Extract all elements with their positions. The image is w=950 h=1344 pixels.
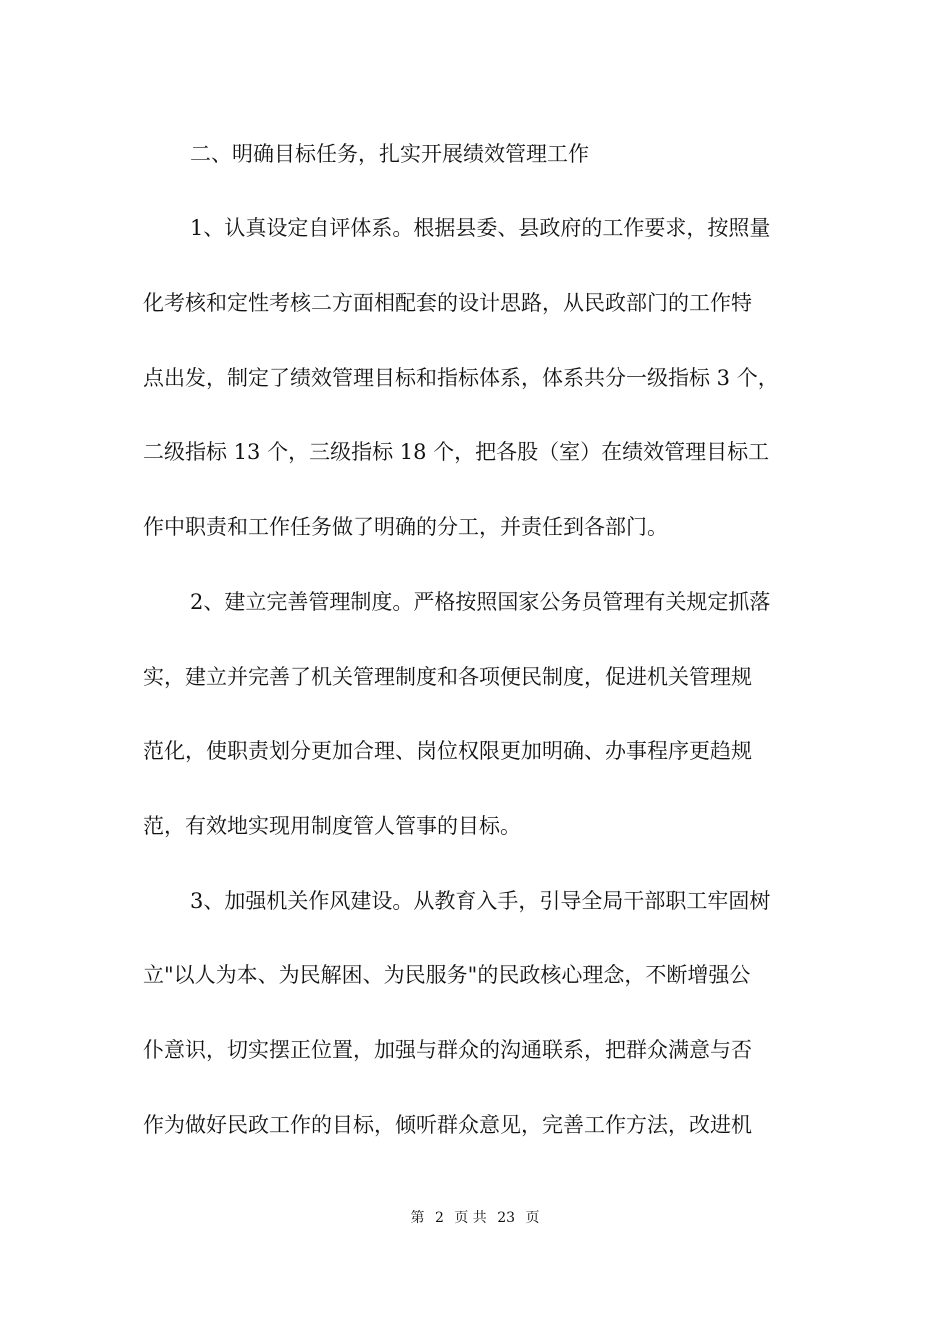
footer-suffix: 页	[525, 1210, 540, 1226]
paragraph-line: 化考核和定性考核二方面相配套的设计思路，从民政部门的工作特	[143, 291, 752, 315]
paragraph-line: 立"以人为本、为民解困、为民服务"的民政核心理念，不断增强公	[143, 963, 751, 987]
paragraph-line: 1、认真设定自评体系。根据县委、县政府的工作要求，按照量	[190, 216, 771, 240]
paragraph-line: 实，建立并完善了机关管理制度和各项便民制度，促进机关管理规	[143, 665, 752, 689]
section-heading: 二、明确目标任务，扎实开展绩效管理工作	[190, 142, 589, 166]
paragraph-line: 范，有效地实现用制度管人管事的目标。	[143, 814, 521, 838]
paragraph-line: 2、建立完善管理制度。严格按照国家公务员管理有关规定抓落	[190, 590, 771, 614]
footer-middle: 页 共	[454, 1210, 487, 1226]
paragraph-line: 点出发，制定了绩效管理目标和指标体系，体系共分一级指标 3 个，	[143, 366, 779, 390]
footer-prefix: 第	[410, 1210, 425, 1226]
footer-total-pages: 23	[497, 1210, 516, 1226]
paragraph-line: 作为做好民政工作的目标，倾听群众意见，完善工作方法，改进机	[143, 1113, 752, 1137]
paragraph-line: 范化，使职责划分更加合理、岗位权限更加明确、办事程序更趋规	[143, 739, 752, 763]
paragraph-line: 作中职责和工作任务做了明确的分工，并责任到各部门。	[143, 515, 668, 539]
page-footer	[0, 1208, 950, 1228]
paragraph-line: 仆意识，切实摆正位置，加强与群众的沟通联系，把群众满意与否	[143, 1038, 752, 1062]
paragraph-line: 3、加强机关作风建设。从教育入手，引导全局干部职工牢固树	[190, 889, 771, 913]
footer-page-number: 2	[434, 1210, 444, 1226]
paragraph-line: 二级指标 13 个，三级指标 18 个，把各股（室）在绩效管理目标工	[143, 440, 770, 464]
